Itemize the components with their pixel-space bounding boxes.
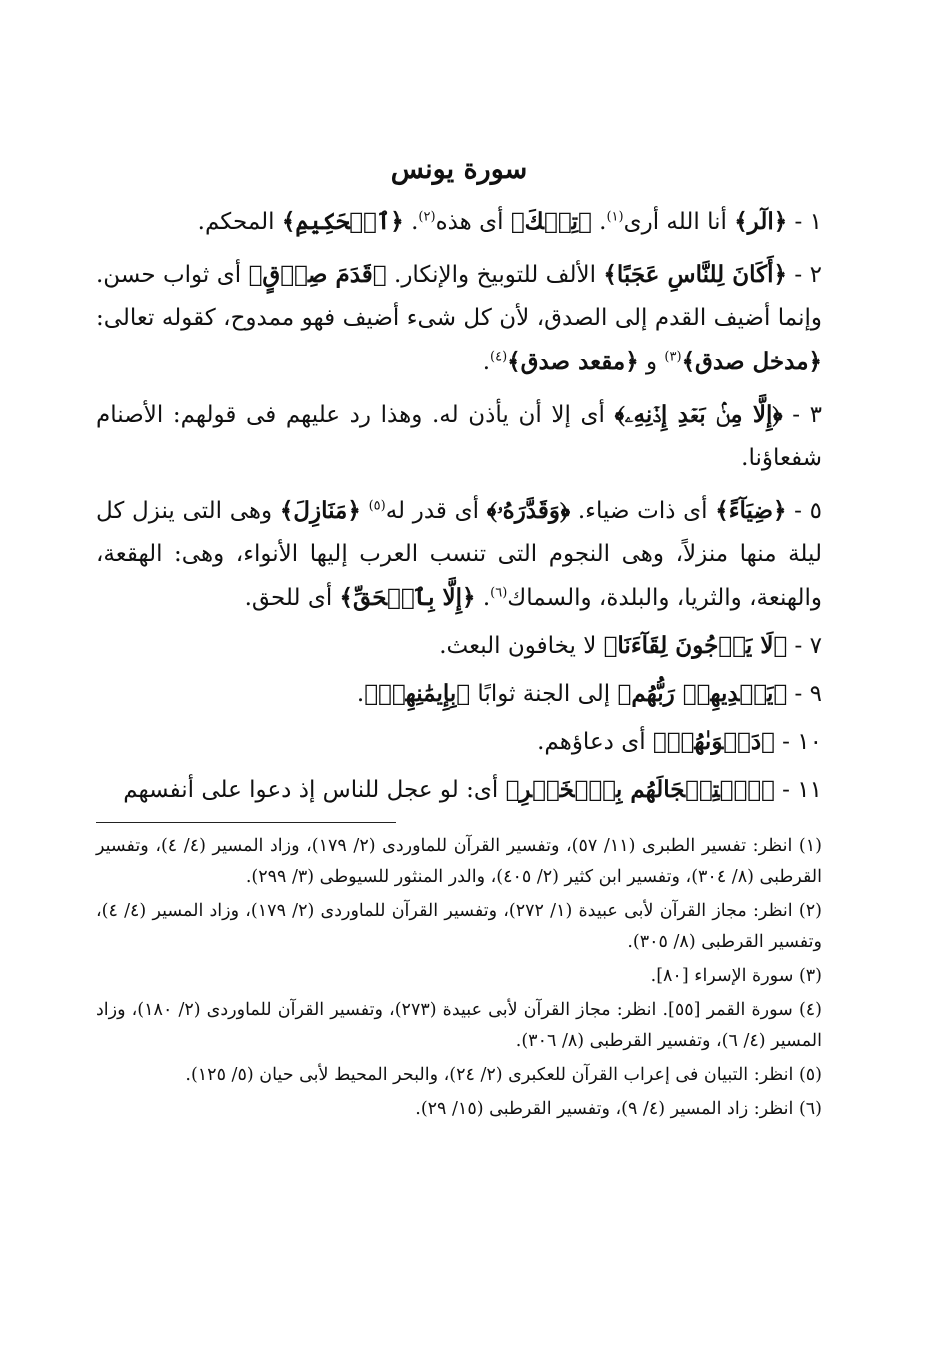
verse-note: ١ - ﴿الٓر﴾ أنا الله أرى$^{(١)}$. ﴿تِلۡكَ﴾ أى هذه$^{(٢)}$. ﴿ٱلۡحَكِيمِ﴾ المحكم.	[197, 208, 822, 235]
verse-note: ٧ - ﴿لَا يَرۡجُونَ لِقَآءَنَا﴾ لا يخافون البعث.	[439, 632, 822, 659]
footnotes	[96, 831, 822, 1125]
commentary-text: .	[403, 209, 419, 235]
quran-quote: ﴿مَنَازِلَ﴾	[279, 497, 361, 524]
footnote	[96, 961, 822, 992]
verse-number: ٩	[809, 681, 822, 707]
commentary-body	[96, 200, 822, 812]
verse-number: ٥	[809, 498, 823, 524]
quran-quote: ﴿لَا يَرۡجُونَ لِقَآءَنَا﴾	[603, 632, 788, 659]
verse-note: ١٠ - ﴿دَعۡوَىٰهُمۡ﴾ أى دعاؤهم.	[537, 728, 822, 755]
commentary-text: أى قدر له	[385, 498, 487, 524]
footnote-ref: (٦)	[490, 585, 508, 601]
commentary-text: إلى الجنة ثوابًا	[470, 681, 618, 707]
footnote-text: انظر: تفسير الطبرى (١١/ ٥٧)، وتفسير القرآن للماوردى (٢/ ١٧٩)، وزاد المسير (٤/ ٤)، وتفسير القرطبى (٨/ ٣٠٤)، وتفسير ابن كثير (٢/ ٤٠٥)، والدر المنثور للسيوطى (٣/ ٢٩٩).	[96, 836, 822, 887]
footnote-text: انظر: مجاز القرآن لأبى عبيدة (١/ ٢٧٢)، وتفسير القرآن للماوردى (٢/ ١٧٩)، وزاد المسير (٤/ ٤)، وتفسير القرطبى (٨/ ٣٠٥).	[96, 901, 822, 952]
verse-note: ٥ - ﴿ضِيَآءً﴾ أى ذات ضياء. ﴿وَقَدَّرَهُۥ﴾ أى قدر له$^{(٥)}$ ﴿مَنَازِلَ﴾ وهى التى ينزل كل ليلة منها منزلاً، وهى النجوم التى تنسب العرب إليها الأنواء، وهى: الهقعة، والهنعة، والثريا، والبلدة، والسماك$^{(٦)}$. ﴿إِلَّا بِٱلۡحَقِّ﴾ أى للحق.	[96, 497, 823, 611]
verse-note: ٣ - ﴿إِلَّا مِنۢ بَعۡدِ إِذۡنِهِۦ﴾ أى إلا أن يأذن له. وهذا رد عليهم فى قولهم: الأصنام شفعاؤنا.	[96, 401, 822, 471]
verse-note: ٩ - ﴿يَهۡدِيهِمۡ رَبُّهُم﴾ إلى الجنة ثوابًا ﴿بِإِيمَٰنِهِمۡ﴾.	[356, 680, 822, 707]
footnote-ref: (٥)	[368, 498, 386, 514]
footnote-number: (٦)	[798, 1099, 822, 1119]
commentary-text: أى: لو عجل للناس إذ دعوا على أنفسهم	[123, 777, 506, 803]
commentary-text: المحكم.	[197, 209, 282, 235]
footnote-ref: (٤)	[490, 349, 508, 365]
footnote	[96, 831, 822, 893]
footnote-number: (٢)	[798, 901, 822, 921]
quran-quote: ﴿وَقَدَّرَهُۥ﴾	[486, 497, 571, 524]
footnote-ref: (٢)	[418, 209, 436, 225]
verse-number: ٢	[809, 262, 822, 288]
footnote-number: (٤)	[798, 1000, 822, 1020]
footnote-ref: (١)	[606, 209, 624, 225]
quran-quote: ﴿دَعۡوَىٰهُمۡ﴾	[652, 728, 775, 755]
footnote-text: انظر: التبيان فى إعراب القرآن للعكبرى (٢/ ٢٤)، والبحر المحيط لأبى حيان (٥/ ١٢٥).	[185, 1065, 794, 1085]
quran-quote: ﴿يَهۡدِيهِمۡ رَبُّهُم﴾	[617, 680, 788, 707]
verse-number: ٣	[809, 402, 822, 428]
quran-quote: ﴿إِلَّا بِٱلۡحَقِّ﴾	[339, 584, 476, 611]
footnote-number: (٣)	[798, 966, 822, 986]
commentary-text: .	[591, 209, 607, 235]
quran-quote: ﴿مقعد صدق﴾	[507, 348, 639, 375]
footnote	[96, 1094, 822, 1125]
commentary-text: أى للحق.	[244, 585, 340, 611]
commentary-text: أى إلا أن يأذن له. وهذا رد عليهم فى قولهم: الأصنام شفعاؤنا.	[96, 402, 822, 471]
quran-quote: ﴿مدخل صدق﴾	[681, 348, 822, 375]
commentary-text: أى هذه	[435, 209, 511, 235]
footnote	[96, 896, 822, 958]
quran-quote: ﴿الٓر﴾	[734, 208, 788, 235]
commentary-text: أى ثواب حسن. وإنما أضيف القدم إلى الصدق، لأن كل شىء أضيف فهو ممدوح، كقوله تعالى:	[96, 262, 822, 331]
footnote-text: سورة الإسراء [٨٠].	[650, 966, 794, 986]
verse-number: ٧	[809, 633, 822, 659]
quran-quote: ﴿ضِيَآءً﴾	[715, 497, 787, 524]
commentary-text: .	[356, 681, 365, 707]
verse-note: ١١ - ﴿ٱسۡتِعۡجَالَهُم بِٱلۡخَيۡرِ﴾ أى: لو عجل للناس إذ دعوا على أنفسهم	[123, 776, 822, 803]
quran-quote: ﴿ٱلۡحَكِيمِ﴾	[281, 208, 404, 235]
verse-number: ١٠	[797, 729, 822, 755]
quran-quote: ﴿ٱسۡتِعۡجَالَهُم بِٱلۡخَيۡرِ﴾	[505, 776, 775, 803]
commentary-text: أنا الله أرى	[623, 209, 735, 235]
commentary-text: أى دعاؤهم.	[537, 729, 653, 755]
footnote-number: (١)	[798, 836, 822, 856]
footnote	[96, 1060, 822, 1091]
verse-note: ٢ - ﴿أَكَانَ لِلنَّاسِ عَجَبًا﴾ الألف للتوبيخ والإنكار. ﴿قَدَمَ صِدۡقٍ﴾ أى ثواب حسن. وإنما أضيف القدم إلى الصدق، لأن كل شىء أضيف فهو ممدوح، كقوله تعالى: ﴿مدخل صدق﴾$^{(٣)}$ و ﴿مقعد صدق﴾$^{(٤)}$.	[96, 261, 822, 375]
verse-number: ١	[809, 209, 822, 235]
footnote-text: انظر: زاد المسير (٤/ ٩)، وتفسير القرطبى (١٥/ ٢٩).	[415, 1099, 794, 1119]
quran-quote: ﴿بِإِيمَٰنِهِمۡ﴾	[364, 680, 471, 707]
commentary-text: أى ذات ضياء.	[570, 498, 716, 524]
commentary-text: .	[482, 349, 491, 375]
quran-quote: ﴿قَدَمَ صِدۡقٍ﴾	[248, 261, 387, 288]
footnote	[96, 995, 822, 1057]
commentary-text: و	[638, 349, 665, 375]
footnote-ref: (٣)	[664, 349, 682, 365]
quran-quote: ﴿إِلَّا مِنۢ بَعۡدِ إِذۡنِهِۦ﴾	[614, 401, 783, 428]
commentary-text: .	[475, 585, 491, 611]
quran-quote: ﴿أَكَانَ لِلنَّاسِ عَجَبًا﴾	[603, 261, 787, 288]
footnote-divider	[96, 822, 396, 823]
commentary-text	[361, 498, 369, 524]
commentary-text: الألف للتوبيخ والإنكار.	[386, 262, 604, 288]
page	[96, 150, 822, 1128]
commentary-text: لا يخافون البعث.	[439, 633, 604, 659]
surah-title: سورة يونس	[390, 154, 528, 185]
commentary-text: وهى التى ينزل كل ليلة منها منزلاً، وهى النجوم التى تنسب العرب إليها الأنواء، وهى: الهقعة، والهنعة، والثريا، والبلدة، والسماك	[96, 498, 822, 611]
quran-quote: ﴿تِلۡكَ﴾	[510, 208, 592, 235]
verse-number: ١١	[797, 777, 822, 803]
footnote-number: (٥)	[798, 1065, 822, 1085]
footnote-text: سورة القمر [٥٥]. انظر: مجاز القرآن لأبى عبيدة (٢٧٣)، وتفسير القرآن للماوردى (٢/ ١٨٠)، وزاد المسير (٤/ ٦)، وتفسير القرطبى (٨/ ٣٠٦).	[96, 1000, 822, 1051]
